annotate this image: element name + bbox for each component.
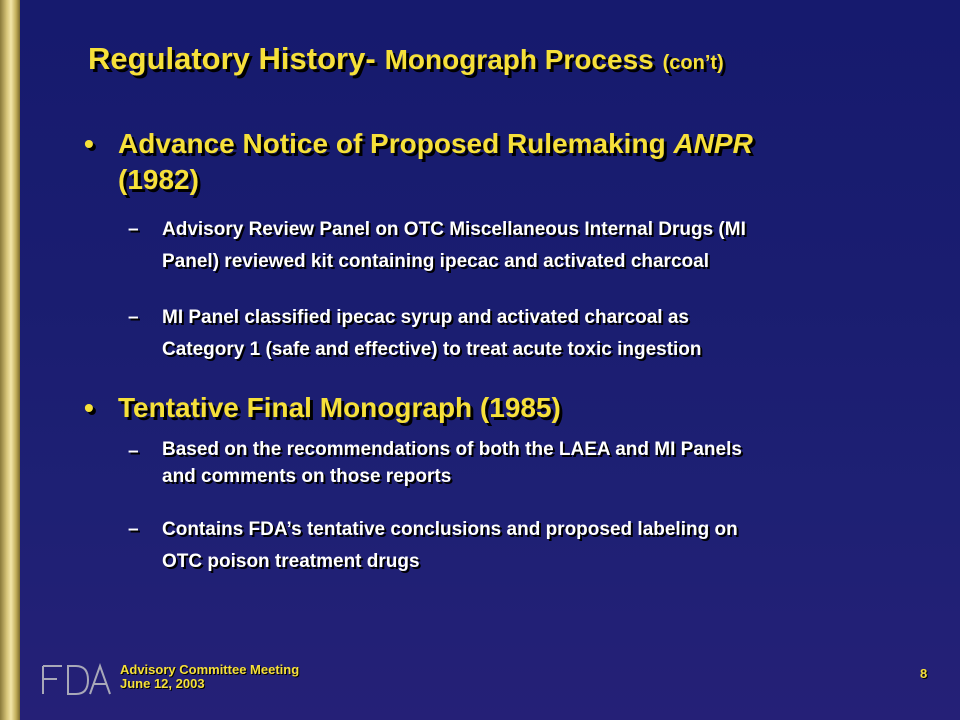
fda-logo-icon: [40, 662, 112, 698]
subitem-line: OTC poison treatment drugs: [162, 551, 420, 572]
subitem-line: Category 1 (safe and effective) to treat acute toxic ingestion: [162, 339, 702, 360]
slide-title: [88, 40, 724, 77]
subitem-line: Based on the recommendations of both the LAEA and MI Panels: [162, 439, 742, 460]
subitem-line: Advisory Review Panel on OTC Miscellaneous Internal Drugs (MI: [162, 219, 746, 240]
bullet-emphasis: ANPR: [673, 128, 753, 159]
footer-meeting-name: Advisory Committee Meeting: [120, 662, 300, 677]
subitem-line: Panel) reviewed kit containing ipecac and activated charcoal: [162, 251, 709, 272]
bullet-text: [118, 126, 878, 198]
sub-dash: –: [128, 519, 139, 540]
subitem-text: [162, 514, 882, 578]
title-part-2: Monograph Process: [384, 44, 654, 75]
footer-meeting-info: [120, 663, 299, 691]
gold-accent-bar: [0, 0, 20, 720]
subitem-line: and comments on those reports: [162, 466, 452, 487]
sub-dash: –: [128, 219, 139, 240]
bullet-dot: •: [84, 128, 94, 159]
title-part-1: Regulatory History-: [88, 41, 376, 76]
page-number: 8: [920, 666, 928, 681]
sub-dash: –: [128, 441, 139, 462]
subitem-text: [162, 436, 882, 490]
bullet-text: Tentative Final Monograph (1985): [118, 392, 561, 423]
bullet-dot: •: [84, 392, 94, 423]
footer-meeting-date: June 12, 2003: [120, 676, 205, 691]
bullet-suffix: (1982): [118, 164, 199, 195]
sub-dash: –: [128, 307, 139, 328]
bullet-prefix: Advance Notice of Proposed Rulemaking: [118, 128, 666, 159]
title-part-3: (con’t): [662, 52, 724, 74]
subitem-line: Contains FDA’s tentative conclusions and proposed labeling on: [162, 519, 738, 540]
subitem-text: [162, 214, 882, 278]
subitem-text: [162, 302, 882, 366]
subitem-line: MI Panel classified ipecac syrup and activated charcoal as: [162, 307, 689, 328]
